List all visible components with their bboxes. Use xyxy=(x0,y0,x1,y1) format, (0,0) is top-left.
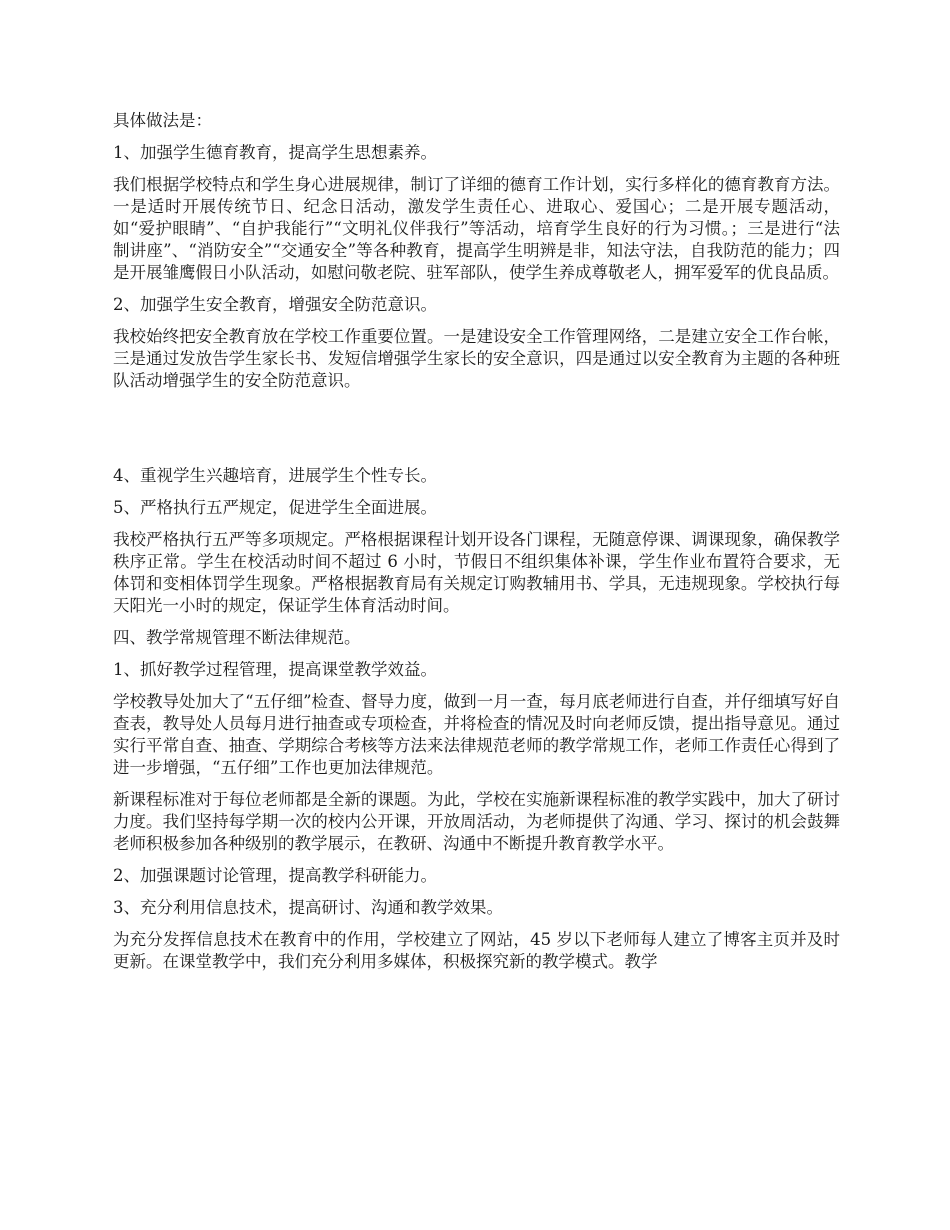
section-heading-information-technology: 3、充分利用信息技术，提高研讨、沟通和教学效果。 xyxy=(113,898,503,917)
section-heading-five-strict-rules: 5、严格执行五严规定，促进学生全面进展。 xyxy=(113,498,437,517)
section-heading-moral-education: 1、加强学生德育教育，提高学生思想素养。 xyxy=(113,143,437,162)
intro-line: 具体做法是： xyxy=(113,111,212,130)
paragraph-five-strict-rules: 我校严格执行五严等多项规定。严格根据课程计划开设各门课程，无随意停课、调课现象，确保教学秩序正常。学生在校活动时间不超过 6 小时，节假日不组织集体补课，学生作业布置符合要求，无体罚和变相体罚学生现象。严格根据教育局有关规定订购教辅用书、学具，无违规现象。学校执行每天阳光一小时的规定，保证学生体育活动时间。 xyxy=(113,530,840,615)
paragraph-moral-education: 我们根据学校特点和学生身心进展规律，制订了详细的德育工作计划，实行多样化的德育教育方法。一是适时开展传统节日、纪念日活动，激发学生责任心、进取心、爱国心；二是开展专题活动，如“爱护眼睛”、“自护我能行”“文明礼仪伴我行”等活动，培育学生良好的行为习惯。；三是进行“法制讲座”、“消防安全”“交通安全”等各种教育，提高学生明辨是非，知法守法，自我防范的能力；四是开展雏鹰假日小队活动，如慰问敬老院、驻军部队，使学生养成尊敬老人，拥军爱军的优良品质。 xyxy=(113,175,840,282)
blank-spacer xyxy=(113,402,840,465)
section-heading-teaching-process: 1、抓好教学过程管理，提高课堂教学效益。 xyxy=(113,660,437,679)
paragraph-teaching-inspection: 学校教导处加大了“五仔细”检查、督导力度，做到一月一查，每月底老师进行自查，并仔细填写好自查表，教导处人员每月进行抽查或专项检查，并将检查的情况及时向老师反馈，提出指导意见。通过实行平常自查、抽查、学期综合考核等方法来法律规范老师的教学常规工作，老师工作责任心得到了进一步增强，“五仔细”工作也更加法律规范。 xyxy=(113,692,840,777)
chapter-heading-teaching-routine: 四、教学常规管理不断法律规范。 xyxy=(113,628,361,647)
section-heading-research-management: 2、加强课题讨论管理，提高教学科研能力。 xyxy=(113,866,437,885)
section-heading-interest-cultivation: 4、重视学生兴趣培育，进展学生个性专长。 xyxy=(113,466,437,485)
paragraph-safety-education: 我校始终把安全教育放在学校工作重要位置。一是建设安全工作管理网络，二是建立安全工作台帐，三是通过发放告学生家长书、发短信增强学生家长的安全意识，四是通过以安全教育为主题的各种班队活动增强学生的安全防范意识。 xyxy=(113,327,840,390)
paragraph-information-technology: 为充分发挥信息技术在教育中的作用，学校建立了网站，45 岁以下老师每人建立了博客主页并及时更新。在课堂教学中，我们充分利用多媒体，积极探究新的教学模式。教学 xyxy=(113,930,840,971)
section-heading-safety-education: 2、加强学生安全教育，增强安全防范意识。 xyxy=(113,295,437,314)
paragraph-new-curriculum: 新课程标准对于每位老师都是全新的课题。为此，学校在实施新课程标准的教学实践中，加大了研讨力度。我们坚持每学期一次的校内公开课，开放周活动，为老师提供了沟通、学习、探讨的机会鼓舞老师积极参加各种级别的教学展示，在教研、沟通中不断提升教育教学水平。 xyxy=(113,790,840,853)
